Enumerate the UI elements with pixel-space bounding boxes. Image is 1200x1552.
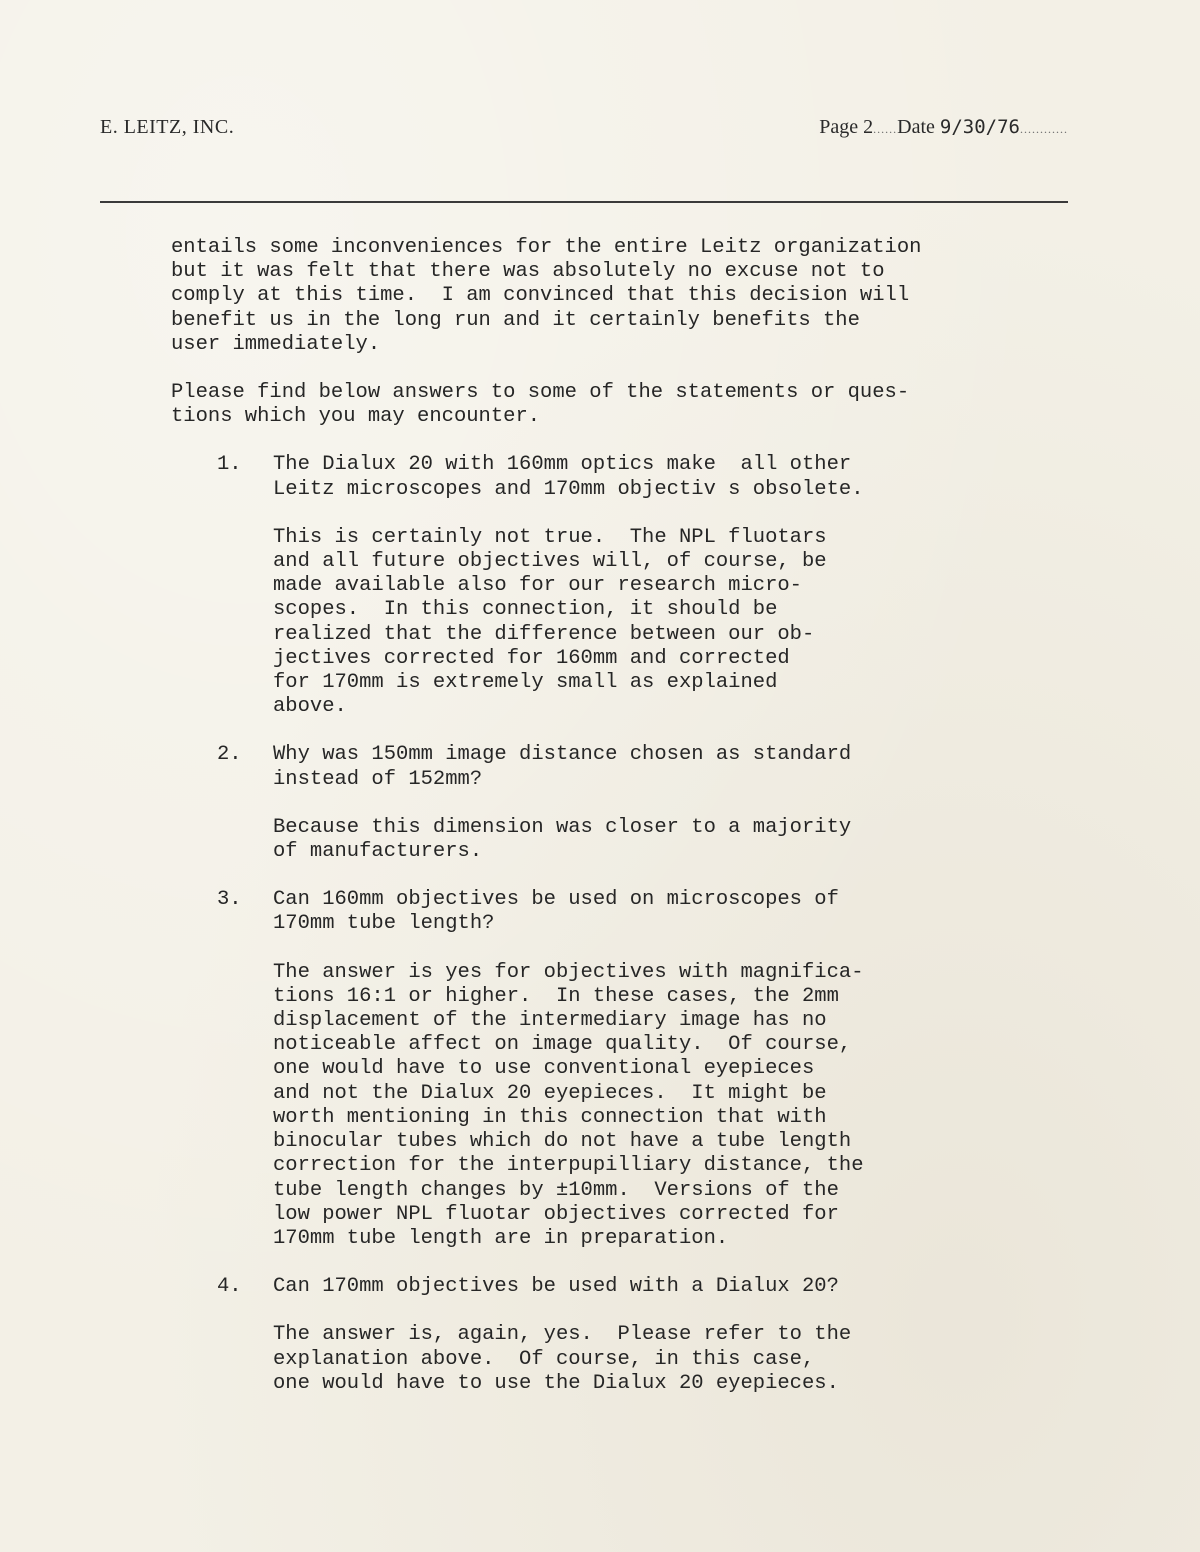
item-question: Why was 150mm image distance chosen as standard instead of 152mm? bbox=[273, 743, 852, 791]
item-number: 2. bbox=[217, 743, 242, 767]
item-question: Can 160mm objectives be used on microscopes of 170mm tube length? bbox=[273, 888, 839, 936]
item-number: 4. bbox=[217, 1275, 242, 1299]
page-dots: ...... bbox=[873, 122, 898, 136]
item-question: The Dialux 20 with 160mm optics make all other Leitz microscopes and 170mm objectiv s obsolete. bbox=[273, 453, 864, 501]
item-answer: Because this dimension was closer to a majority of manufacturers. bbox=[273, 815, 852, 864]
qa-item bbox=[171, 1275, 1071, 1396]
date-dots: ............ bbox=[1020, 122, 1068, 136]
item-answer: The answer is yes for objectives with magnifica- tions 16:1 or higher. In these cases, the 2mm displacement of the intermediary image has no noticeable affect on image quality. Of course, one would have to use conventional eyepieces and not the Dialux 20 eyepieces. It might be worth mentioning in this connection that with binocular tubes which do not have a tube length correction for the interpupilliary distance, the tube length changes by ±10mm. Versions of the low power NPL fluotar objectives corrected for 170mm tube length are in preparation. bbox=[273, 960, 864, 1250]
qa-item bbox=[171, 453, 1071, 719]
item-question: Can 170mm objectives be used with a Dialux 20? bbox=[273, 1275, 839, 1299]
qa-item bbox=[171, 743, 1071, 864]
date-value: 9/30/76 bbox=[939, 116, 1020, 138]
qa-item bbox=[171, 888, 1071, 1251]
lead-in-paragraph: Please find below answers to some of the statements or ques- tions which you may encounter. bbox=[171, 381, 910, 429]
item-answer: The answer is, again, yes. Please refer to the explanation above. Of course, in this case, one would have to use the Dialux 20 eyepieces. bbox=[273, 1323, 852, 1395]
intro-paragraph: entails some inconveniences for the entire Leitz organization but it was felt that there was absolutely no excuse not to comply at this time. I am convinced that this decision will benefit us in the long run and it certainly benefits the user immediately. bbox=[171, 236, 922, 356]
letterhead bbox=[100, 116, 1068, 146]
item-number: 1. bbox=[217, 453, 242, 477]
date-label: Date bbox=[897, 116, 935, 138]
page-number: 2 bbox=[863, 116, 874, 138]
page-date-line bbox=[819, 116, 1068, 139]
header-rule bbox=[100, 201, 1068, 203]
letter-body bbox=[171, 236, 1071, 1420]
page-label: Page bbox=[819, 116, 859, 138]
company-name: E. LEITZ, INC. bbox=[100, 116, 235, 138]
item-answer: This is certainly not true. The NPL fluotars and all future objectives will, of course, be made available also for our research micro- scopes. In this connection, it should be realized that the difference between our ob- jectives corrected for 160mm and corrected for 170mm is extremely small as explained above. bbox=[273, 525, 827, 719]
item-number: 3. bbox=[217, 888, 242, 912]
